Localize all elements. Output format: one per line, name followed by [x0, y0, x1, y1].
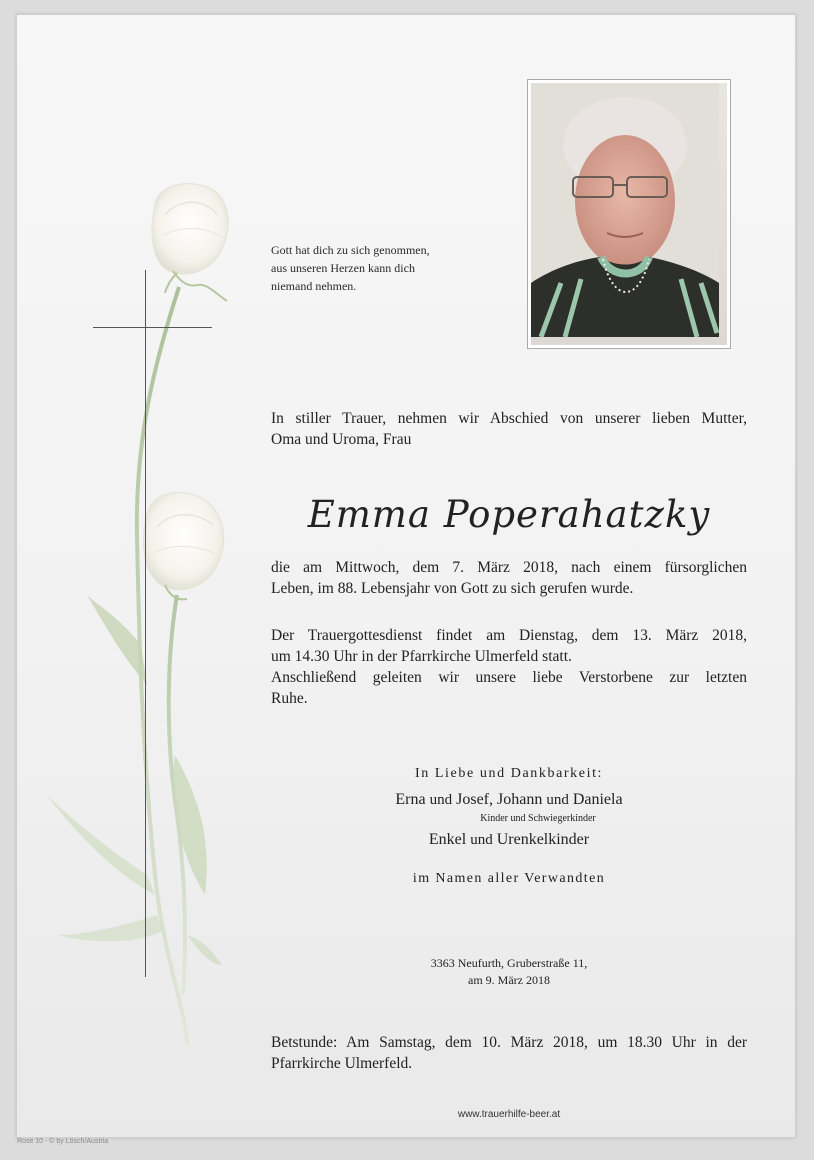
- mourner-name: Enkel: [428, 831, 467, 848]
- portrait-illustration: [531, 83, 719, 337]
- white-rose-illustration: [37, 175, 237, 1055]
- website-link[interactable]: www.trauerhilfe-beer.at: [457, 1109, 561, 1120]
- mourner-name: Erna: [395, 791, 426, 808]
- death-line: die am Mittwoch, dem 7. März 2018, nach einem fürsorglichen: [271, 559, 747, 576]
- intro-line: In stiller Trauer, nehmen wir Abschied von unserer lieben Mutter,: [271, 410, 747, 427]
- portrait-photo-frame: [527, 79, 731, 349]
- mourner-name: Josef, Johann: [456, 791, 543, 808]
- address-date: am 9. März 2018: [468, 973, 550, 987]
- relatives-line: im Namen aller Verwandten: [412, 871, 606, 886]
- address-block: [271, 955, 747, 989]
- mourner-name: Daniela: [572, 791, 623, 808]
- service-line: Anschließend geleiten wir unsere liebe Verstorbene zur letzten: [271, 669, 747, 686]
- grandchildren-line: [271, 831, 747, 849]
- cross-icon: [145, 270, 146, 977]
- service-line: Der Trauergottesdienst findet am Dienstag, dem 13. März 2018,: [271, 627, 747, 644]
- quote-line: niemand nehmen.: [271, 279, 357, 293]
- quote-line: aus unseren Herzen kann dich: [271, 261, 415, 275]
- prayer-line: Pfarrkirche Ulmerfeld.: [271, 1055, 413, 1072]
- portrait-photo: [531, 83, 727, 345]
- prayer-line: Betstunde: Am Samstag, dem 10. März 2018, um 18.30 Uhr in der: [271, 1034, 747, 1051]
- obituary-page: [16, 14, 796, 1138]
- memorial-quote: [271, 241, 511, 295]
- deceased-name: Emma Poperahatzky: [307, 493, 711, 536]
- cross-icon-bar: [93, 327, 212, 328]
- death-paragraph: [271, 557, 747, 599]
- address-line: 3363 Neufurth, Gruberstraße 11,: [430, 956, 588, 970]
- children-names: [271, 791, 747, 809]
- connector-word: und: [546, 792, 569, 808]
- prayer-paragraph: [271, 1032, 747, 1074]
- service-line: Ruhe.: [271, 690, 308, 707]
- intro-line: Oma und Uroma, Frau: [271, 431, 412, 448]
- connector-word: und: [429, 792, 453, 808]
- service-line: um 14.30 Uhr in der Pfarrkirche Ulmerfeld statt.: [271, 648, 572, 665]
- service-paragraph: [271, 625, 747, 709]
- thanks-heading: In Liebe und Dankbarkeit:: [414, 766, 604, 781]
- intro-paragraph: [271, 408, 747, 450]
- death-line: Leben, im 88. Lebensjahr von Gott zu sich gerufen wurde.: [271, 580, 634, 597]
- quote-line: Gott hat dich zu sich genommen,: [271, 243, 430, 257]
- connector-word: und: [470, 832, 493, 848]
- copyright-footer: Rose 10 - © by Lösch/Austria: [17, 1138, 109, 1145]
- children-caption: Kinder und Schwiegerkinder: [480, 813, 596, 824]
- mourner-name: Urenkelkinder: [496, 831, 590, 848]
